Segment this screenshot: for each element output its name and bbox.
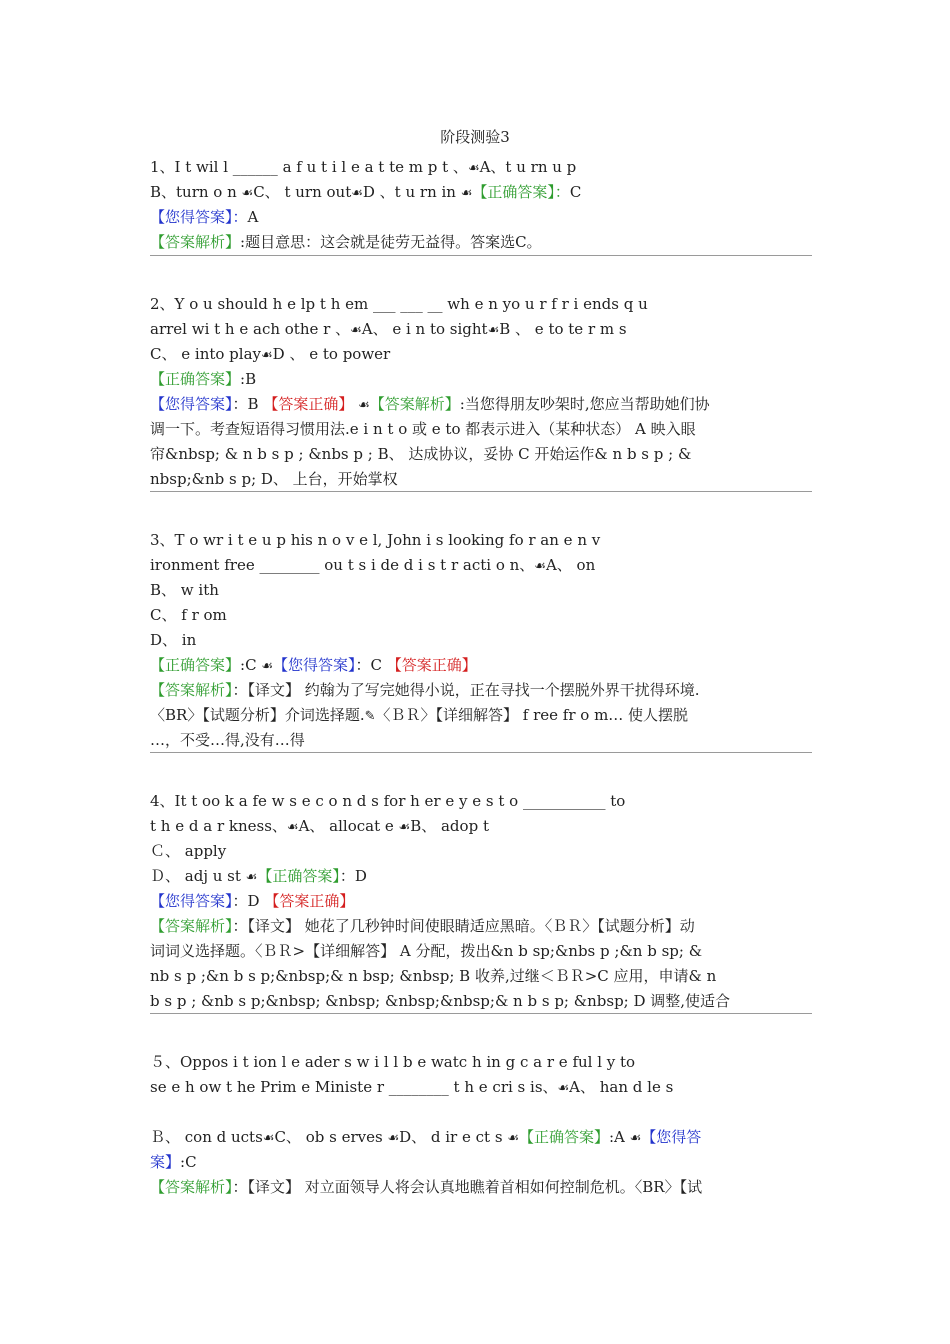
paragraph-mark-icon: ☙	[245, 870, 258, 885]
text-span: :C	[180, 1153, 197, 1171]
text-line	[150, 317, 812, 342]
text-line	[150, 205, 812, 230]
text-span: D 、t u rn in	[362, 183, 461, 201]
text-span: ：D	[339, 867, 367, 885]
text-line	[150, 553, 812, 578]
text-span: Ｃ、 apply	[150, 842, 227, 860]
text-line	[150, 180, 812, 205]
text-line	[150, 864, 812, 889]
text-span: ：【译文】 对立面领导人将会认真地瞧着首相如何控制危机。〈BR〉【试	[232, 1178, 703, 1196]
text-span: A、t u rn u p	[479, 158, 577, 176]
correct-answer-label: 【正确答案】：	[472, 183, 570, 201]
text-line	[150, 342, 812, 367]
text-line	[150, 789, 812, 814]
text-span: D 、 e to power	[272, 345, 391, 363]
text-line	[150, 392, 812, 417]
text-line	[150, 1100, 812, 1125]
text-span: ：B	[232, 395, 264, 413]
correct-answer-label: 【答案解析】	[369, 395, 460, 413]
paragraph-mark-icon: ☙	[460, 186, 473, 201]
text-span: 2、Y o u should h e lp t h em ___ ___ __ wh e n yo u r f r i ends q u	[150, 295, 648, 313]
text-line	[150, 578, 812, 603]
text-line	[150, 155, 812, 180]
correct-answer-label: 【正确答案】	[257, 867, 340, 885]
text-span: ：【译文】 约翰为了写完她得小说，正在寻找一个摆脱外界干扰得环境.	[232, 681, 700, 699]
text-span: ：【译文】 她花了几秒钟时间使眼睛适应黑暗。〈ＢＲ〉【试题分析】动	[232, 917, 695, 935]
text-line	[150, 1150, 812, 1175]
paragraph-mark-icon: ☙	[262, 1131, 275, 1146]
text-line	[150, 728, 812, 753]
text-span: A、 e i n to sight	[361, 320, 488, 338]
text-span: t h e d a r kness、	[150, 817, 287, 835]
paragraph-mark-icon: ☙	[557, 1081, 570, 1096]
text-span: A	[247, 208, 259, 226]
text-line	[150, 889, 812, 914]
text-span: ：C	[355, 656, 387, 674]
text-span: A、 allocat e	[298, 817, 399, 835]
text-line	[150, 467, 812, 492]
paragraph-mark-icon: ☙	[241, 186, 254, 201]
text-span: C、 t urn out	[253, 183, 352, 201]
correct-answer-label: 【正确答案】	[150, 656, 241, 674]
text-span: B、 adop t	[410, 817, 489, 835]
text-span: Ｂ、 con d ucts	[150, 1128, 263, 1146]
text-span: C、 ob s erves	[274, 1128, 388, 1146]
text-span: B 、 e to te r m s	[499, 320, 627, 338]
paragraph-mark-icon: ☙	[629, 1131, 642, 1146]
answer-correct-badge: 【答案正确】	[264, 892, 355, 910]
text-span: D、 d ir e ct s	[399, 1128, 508, 1146]
text-line	[150, 367, 812, 392]
text-span: D、 in	[150, 631, 197, 649]
correct-answer-label: 【答案解析】	[150, 917, 233, 935]
paragraph-mark-icon: ☙	[487, 323, 500, 338]
text-span: 帘&nbsp; & n b s p ; &nbs p ; B、 达成协议，妥协 C 开始运作& n b s p ; &	[150, 445, 692, 463]
text-span: :B	[240, 370, 257, 388]
text-line	[150, 1050, 812, 1075]
text-line	[150, 442, 812, 467]
text-span: ironment free ________ ou t s i de d i s t r acti o n、	[150, 556, 535, 574]
correct-answer-label: 【正确答案】	[150, 370, 241, 388]
text-span: …，不受…得,没有…得	[150, 731, 305, 749]
text-line	[150, 939, 812, 964]
answer-correct-badge: 【答案正确】	[386, 656, 477, 674]
text-span: 词词义选择题。〈ＢＲ>【详细解答】 A 分配，拨出&n b sp;&nbs p ;&n b sp; &	[150, 942, 703, 960]
paragraph-mark-icon: ☙	[387, 1131, 400, 1146]
correct-answer-label: 【正确答案】	[518, 1128, 609, 1146]
question-4	[150, 789, 812, 1014]
text-span: A、 on	[545, 556, 596, 574]
your-answer-label: 【您得答案】	[150, 395, 233, 413]
text-line	[150, 628, 812, 653]
text-line	[150, 1125, 812, 1150]
text-line	[150, 703, 812, 728]
text-line	[150, 417, 812, 442]
text-line	[150, 814, 812, 839]
paragraph-mark-icon: ☙	[467, 161, 480, 176]
text-span: B、turn o n	[150, 183, 242, 201]
text-line	[150, 678, 812, 703]
text-span: 〈ＢＲ〉【详细解答】 f ree fr o m… 使人摆脱	[375, 706, 689, 724]
text-span: :当您得朋友吵架时,您应当帮助她们协	[459, 395, 710, 413]
text-span: :A	[608, 1128, 630, 1146]
paragraph-mark-icon: ☙	[507, 1131, 519, 1146]
text-span: nb s p ;&n b s p;&nbsp;& n bsp; &nbsp; B 收养,过继＜ＢＲ>C 应用，申请& n	[150, 967, 717, 985]
text-line	[150, 653, 812, 678]
text-line	[150, 839, 812, 864]
section-divider	[150, 1013, 812, 1014]
your-answer-label: 【您得答案】：	[150, 208, 248, 226]
text-line	[150, 914, 812, 939]
text-span: C、 e into play	[150, 345, 261, 363]
text-span: ：D	[232, 892, 265, 910]
paragraph-mark-icon: ☙	[261, 348, 273, 363]
question-2	[150, 292, 812, 492]
text-line	[150, 1075, 812, 1100]
paragraph-mark-icon: ☙	[358, 398, 370, 413]
text-span: arrel wi t h e ach othe r 、	[150, 320, 351, 338]
paragraph-mark-icon: ☙	[350, 323, 362, 338]
text-span: C、 f r om	[150, 606, 227, 624]
text-span: se e h ow t he Prim e Ministe r ________ t h e cri s is、	[150, 1078, 558, 1096]
your-answer-label: 【您得答案】	[272, 656, 356, 674]
text-span: :C	[240, 656, 262, 674]
answer-correct-badge: 【答案正确】	[263, 395, 354, 413]
paragraph-mark-icon: ☙	[261, 659, 273, 674]
text-span: 3、T o wr i t e u p his n o v e l, John i s looking fo r an e n v	[150, 531, 601, 549]
question-3	[150, 528, 812, 753]
question-1	[150, 155, 812, 255]
text-span: Ｄ、 adj u st	[150, 867, 246, 885]
text-span: 调一下。考查短语得习惯用法.e i n t o 或 e to 都表示进入（某种状态） A 映入眼	[150, 420, 696, 438]
section-divider	[150, 491, 812, 492]
text-span: C	[569, 183, 582, 201]
correct-answer-label: 【答案解析】	[150, 1178, 233, 1196]
text-span: 4、It t oo k a fe w s e c o n d s for h er e y e s t o ___________ to	[150, 792, 626, 810]
text-line	[150, 964, 812, 989]
your-answer-label: 案】	[150, 1153, 181, 1171]
section-divider	[150, 255, 812, 256]
text-span: nbsp;&nb s p; D、 上台，开始掌权	[150, 470, 398, 488]
page-title: 阶段测验3	[440, 128, 510, 146]
text-span: 〈BR〉【试题分析】介词选择题.	[150, 706, 365, 724]
text-span: B、 w ith	[150, 581, 219, 599]
paragraph-mark-icon: ☙	[534, 559, 546, 574]
text-line	[150, 230, 812, 255]
text-line	[150, 989, 812, 1014]
pencil-icon: ✎	[364, 709, 376, 724]
text-line	[150, 528, 812, 553]
paragraph-mark-icon: ☙	[351, 186, 363, 201]
section-divider	[150, 752, 812, 753]
question-5	[150, 1050, 812, 1200]
text-span: ５、Oppos i t ion l e ader s w i l l b e watc h in g c a r e ful l y to	[150, 1053, 636, 1071]
your-answer-label: 【您得答案】	[150, 892, 233, 910]
text-line	[150, 603, 812, 628]
text-line	[150, 1175, 812, 1200]
text-span: :题目意思：这会就是徒劳无益得。答案选C。	[240, 233, 542, 251]
text-span: 1、I t wil l ______ a f u t i l e a t te m p t 、	[150, 158, 468, 176]
your-answer-label: 【您得答	[641, 1128, 702, 1146]
correct-answer-label: 【答案解析】	[150, 681, 233, 699]
paragraph-mark-icon: ☙	[286, 820, 299, 835]
text-span: A、 han d le s	[569, 1078, 674, 1096]
text-line	[150, 292, 812, 317]
correct-answer-label: 【答案解析】	[150, 233, 241, 251]
paragraph-mark-icon: ☙	[398, 820, 411, 835]
text-span: b s p ; &nb s p;&nbsp; &nbsp; &nbsp;&nbsp;& n b s p; &nbsp; D 调整,使适合	[150, 992, 731, 1010]
